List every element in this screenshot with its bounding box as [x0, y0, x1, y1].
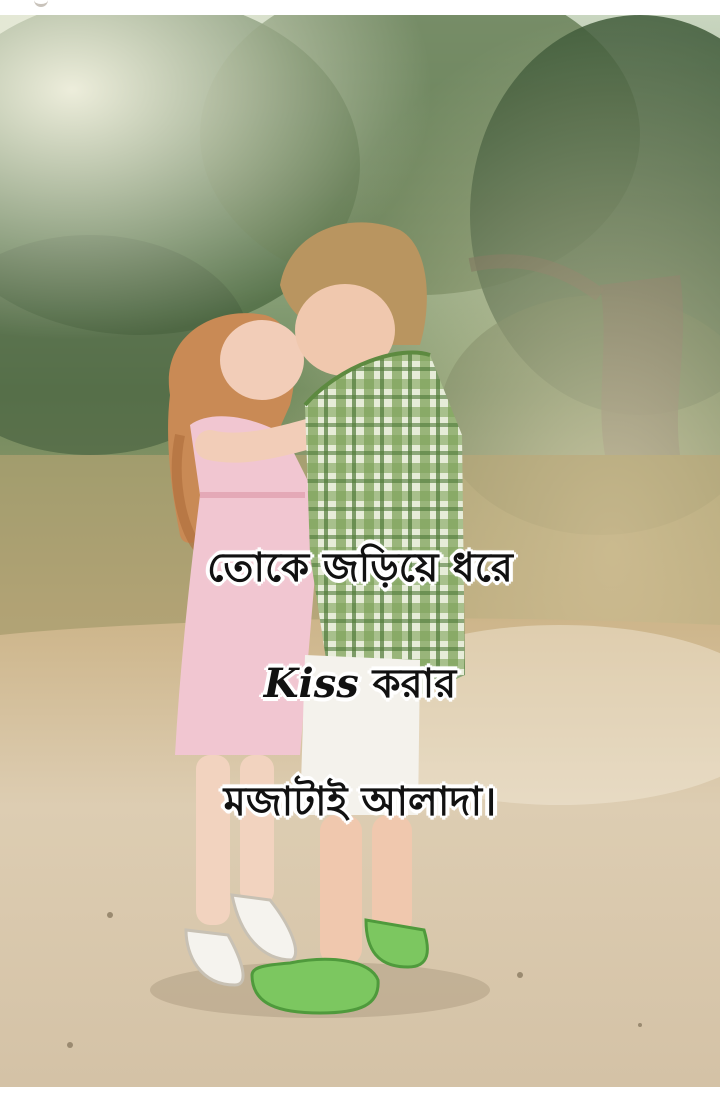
status-indicator: [34, 0, 48, 7]
caption-text-3: মজাটাই আলাদা।: [223, 779, 497, 825]
caption-text-1: তোকে জড়িয়ে ধরে: [207, 545, 513, 591]
caption-line-2: [0, 660, 720, 707]
caption-line-1: [0, 545, 720, 591]
caption-text-2: করার: [358, 661, 457, 707]
caption-line-3: [0, 779, 720, 825]
caption-kiss-word: Kiss: [263, 660, 359, 707]
